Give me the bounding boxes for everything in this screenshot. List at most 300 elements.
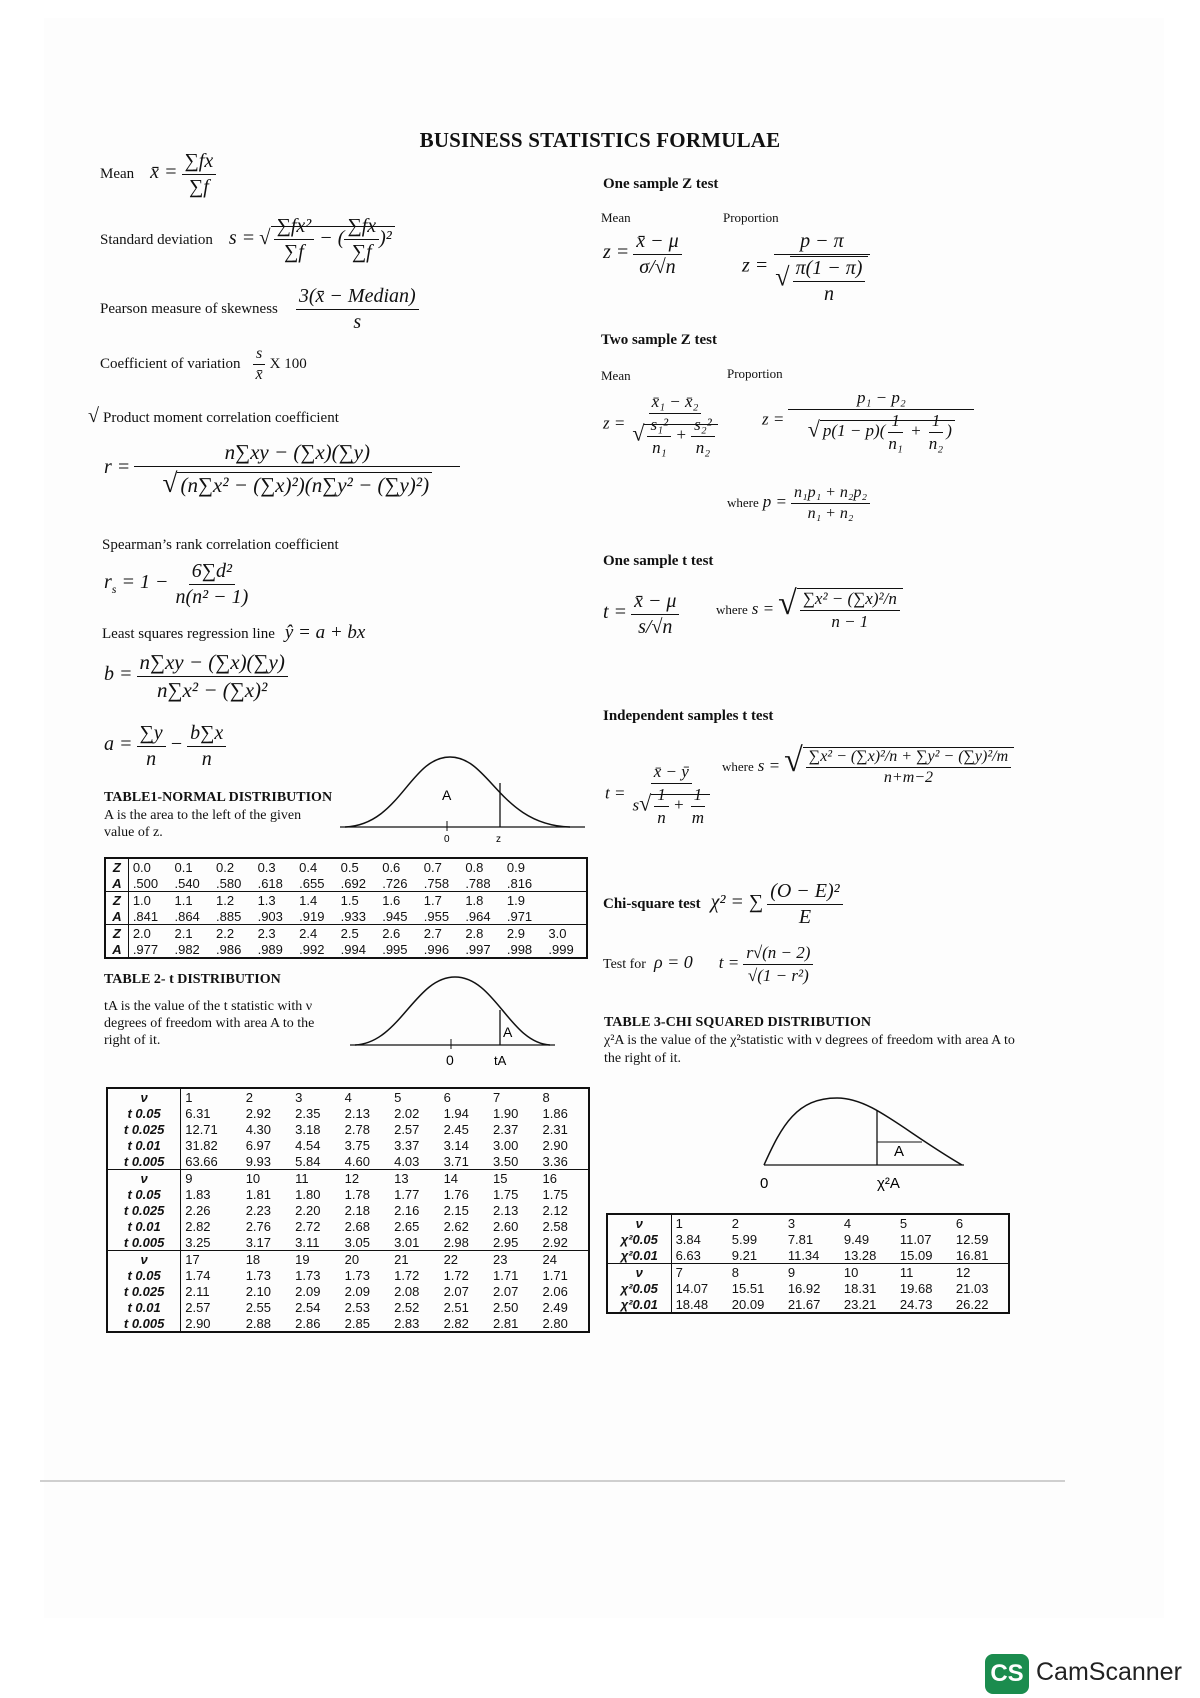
table-cell: 2.57 bbox=[394, 1121, 420, 1137]
table-row bbox=[608, 1247, 1008, 1264]
table-cell: 0.3 bbox=[257, 859, 276, 875]
spearman-formula: $r_s = 1$ − $\frac{\text{6∑d²}}{\text{n(n² − 1)}}$ bbox=[104, 560, 251, 609]
table-cell: .992 bbox=[299, 941, 325, 957]
table-cell: 1.83 bbox=[185, 1186, 211, 1202]
table-cell: 2.78 bbox=[344, 1121, 370, 1137]
sd-formula: Standard deviation s = √ $\frac{\text{∑fx²}}{\sum f}$ − ( $\frac{\sum fx}{\sum f}$ )² bbox=[100, 215, 395, 264]
table-cell: 4.30 bbox=[245, 1121, 271, 1137]
pooled-num: n₁p₁ + n₂p₂ bbox=[791, 484, 870, 504]
table-cell: 2.51 bbox=[443, 1299, 469, 1315]
table-cell: 26.22 bbox=[955, 1296, 989, 1312]
table-cell: 2.09 bbox=[344, 1283, 370, 1299]
table-cell: 2.55 bbox=[245, 1299, 271, 1315]
table-cell: .540 bbox=[174, 875, 200, 891]
table-cell bbox=[544, 875, 586, 892]
table-cell: 2.1 bbox=[170, 925, 212, 942]
table-cell: 2.85 bbox=[344, 1315, 370, 1331]
table-cell: 2 bbox=[245, 1089, 253, 1105]
slope-numerator: n∑xy − (∑x)(∑y) bbox=[137, 650, 288, 677]
skewness-label: Pearson measure of skewness bbox=[100, 301, 278, 318]
table-cell: 2.90 bbox=[185, 1315, 211, 1331]
table-cell: 1.90 bbox=[493, 1105, 519, 1121]
z2-mean-formula: z = x̄₁ − x̄₂ √ $\frac{\text{s₁²}}{\text{n₁}}$ + $\frac{\text{s₂²}}{\text{n₂}}$ bbox=[603, 392, 721, 458]
table-cell: .618 bbox=[257, 875, 283, 891]
table-cell: .933 bbox=[340, 908, 366, 924]
table-cell: 2.23 bbox=[245, 1202, 271, 1218]
table-row bbox=[608, 1280, 1008, 1296]
spearman-denominator: n(n² − 1) bbox=[175, 586, 249, 608]
table-row bbox=[108, 1121, 588, 1137]
z1-mean-den: σ/√n bbox=[639, 256, 676, 278]
table-row bbox=[108, 1267, 588, 1283]
table-cell: 8 bbox=[542, 1089, 550, 1105]
table3-title: TABLE 3-CHI SQUARED DISTRIBUTION bbox=[604, 1015, 871, 1030]
t-curve-ta: tA bbox=[494, 1053, 507, 1068]
table-cell: 2.16 bbox=[394, 1202, 420, 1218]
table-cell: 4.03 bbox=[394, 1153, 420, 1169]
table-cell: 2.37 bbox=[493, 1121, 519, 1137]
table-cell: 4 bbox=[843, 1215, 852, 1231]
table-cell: 2.35 bbox=[295, 1105, 321, 1121]
chi-table bbox=[606, 1213, 1010, 1314]
chi-curve-x2a: χ²A bbox=[877, 1175, 900, 1192]
table-cell: 11 bbox=[291, 1170, 340, 1187]
table-cell: 5 bbox=[394, 1089, 402, 1105]
table-row bbox=[108, 1299, 588, 1315]
normal-curve-a: A bbox=[442, 787, 452, 803]
row-header-cell: ν bbox=[108, 1089, 181, 1105]
skewness-denominator: s bbox=[353, 311, 362, 333]
lsr-label: Least squares regression line bbox=[102, 626, 275, 642]
rho-eq: ρ = 0 bbox=[653, 952, 693, 973]
table-cell: 2.95 bbox=[493, 1234, 519, 1250]
spearman-label: Spearman’s rank correlation coefficient bbox=[102, 537, 339, 553]
table-cell: .919 bbox=[299, 908, 325, 924]
z1-prop-den-bot: n bbox=[823, 283, 834, 305]
table-cell: 2.4 bbox=[295, 925, 337, 942]
table-cell: 2.80 bbox=[542, 1315, 568, 1331]
table-cell: 2.82 bbox=[185, 1218, 211, 1234]
table-cell: 2.54 bbox=[295, 1299, 321, 1315]
table-cell: 2.09 bbox=[295, 1283, 321, 1299]
table-cell: 3 bbox=[787, 1215, 796, 1231]
spearman-numerator: 6∑d² bbox=[189, 560, 235, 585]
table-cell: .500 bbox=[132, 875, 159, 891]
table-cell: 3.0 bbox=[544, 925, 586, 942]
table-cell: 1.75 bbox=[542, 1186, 568, 1202]
table-cell: .994 bbox=[340, 941, 366, 957]
table-cell: 2.60 bbox=[493, 1218, 519, 1234]
table-cell: 1.71 bbox=[542, 1267, 568, 1283]
table-cell: .580 bbox=[216, 875, 242, 891]
table-row bbox=[106, 859, 586, 875]
table-cell: .655 bbox=[299, 875, 325, 891]
table-cell: 2.5 bbox=[337, 925, 379, 942]
table-cell: 2.76 bbox=[245, 1218, 271, 1234]
table-cell: 1.81 bbox=[245, 1186, 271, 1202]
table-cell: 2.18 bbox=[344, 1202, 370, 1218]
table-cell: 2.26 bbox=[185, 1202, 211, 1218]
mean-label: Mean bbox=[100, 166, 135, 183]
table-cell: 20.09 bbox=[731, 1296, 765, 1312]
table-cell: 1.5 bbox=[337, 892, 379, 909]
table-cell: 1.8 bbox=[461, 892, 503, 909]
table-cell bbox=[544, 908, 586, 925]
rho-num: r√(n − 2) bbox=[743, 943, 813, 965]
table-cell: 6.31 bbox=[185, 1105, 211, 1121]
table-cell: 1.94 bbox=[443, 1105, 469, 1121]
table-cell: 2.0 bbox=[128, 925, 170, 942]
table-cell: .986 bbox=[216, 941, 242, 957]
table-cell: 2.3 bbox=[254, 925, 296, 942]
ti-where: where bbox=[722, 759, 754, 774]
table-cell: 21 bbox=[390, 1251, 439, 1268]
table-cell: .999 bbox=[548, 941, 574, 957]
t1-num: x̄ − μ bbox=[631, 590, 679, 615]
table-cell: 31.82 bbox=[185, 1137, 218, 1153]
table-cell: 1.77 bbox=[394, 1186, 420, 1202]
t1-s-den: n − 1 bbox=[831, 612, 869, 632]
table-cell: 0.9 bbox=[506, 859, 525, 875]
table-row bbox=[106, 892, 586, 909]
table-cell: 2.08 bbox=[394, 1283, 420, 1299]
table-row bbox=[108, 1315, 588, 1331]
table-cell: 3.37 bbox=[394, 1137, 420, 1153]
table-cell: 0.8 bbox=[465, 859, 484, 875]
lsr-heading bbox=[102, 622, 365, 644]
row-header-cell: ν bbox=[608, 1264, 671, 1281]
camscanner-logo: CS bbox=[985, 1654, 1029, 1694]
table-cell: .998 bbox=[506, 941, 533, 957]
table-cell: 1.6 bbox=[378, 892, 420, 909]
ti-title: Independent samples t test bbox=[603, 708, 774, 724]
table-cell: 23 bbox=[489, 1251, 538, 1268]
table-cell: 3.17 bbox=[245, 1234, 271, 1250]
chi-square-label: Chi-square test bbox=[603, 896, 701, 913]
table-cell: 2.8 bbox=[461, 925, 503, 942]
slope-denominator: n∑x² − (∑x)² bbox=[157, 678, 268, 702]
table-cell: 3.84 bbox=[675, 1231, 701, 1247]
table-cell: 6 bbox=[443, 1089, 451, 1105]
row-header-cell: A bbox=[106, 875, 128, 892]
row-header-cell: χ²0.01 bbox=[608, 1296, 671, 1312]
table-cell: 1.9 bbox=[503, 892, 545, 909]
table-cell: 2.82 bbox=[443, 1315, 469, 1331]
table-cell: 2.07 bbox=[493, 1283, 519, 1299]
table-cell: 23.21 bbox=[843, 1296, 877, 1312]
t1-where: where bbox=[716, 602, 748, 617]
table-cell: 11.34 bbox=[787, 1247, 820, 1263]
pooled-where: where bbox=[727, 495, 759, 511]
table-cell: 14 bbox=[440, 1170, 489, 1187]
table-cell: 3.75 bbox=[344, 1137, 370, 1153]
row-header-cell: t 0.01 bbox=[108, 1218, 181, 1234]
table-cell: 0.7 bbox=[423, 859, 442, 875]
table-cell: 4.60 bbox=[344, 1153, 370, 1169]
table-cell: 4.54 bbox=[295, 1137, 321, 1153]
table-cell: 2.88 bbox=[245, 1315, 271, 1331]
ti-formula: t = x̄ − ȳ s√ $\frac{1}{n}$ + $\frac{1}{m}$ bbox=[605, 762, 713, 828]
chi-curve-a: A bbox=[894, 1143, 905, 1160]
table-cell: 1 bbox=[185, 1089, 193, 1105]
table-cell: 3.00 bbox=[493, 1137, 519, 1153]
row-header-cell: t 0.05 bbox=[108, 1267, 181, 1283]
table-cell: 1.4 bbox=[295, 892, 337, 909]
table-cell: 2.62 bbox=[443, 1218, 469, 1234]
table-cell: 2.07 bbox=[443, 1283, 469, 1299]
table-cell: 2.92 bbox=[542, 1234, 568, 1250]
table-cell: .692 bbox=[340, 875, 366, 891]
table-cell: 3.11 bbox=[295, 1234, 320, 1250]
table-cell: 0.1 bbox=[174, 859, 193, 875]
table-cell: 2.83 bbox=[394, 1315, 420, 1331]
table1-desc: A is the area to the left of the given value of z. bbox=[104, 808, 302, 840]
table-cell: 2.52 bbox=[394, 1299, 420, 1315]
cv-formula: Coefficient of variation $\frac{s}{x̄}$ X 100 bbox=[100, 345, 307, 383]
table-cell: 21.03 bbox=[955, 1280, 989, 1296]
row-header-cell: t 0.005 bbox=[108, 1153, 181, 1170]
skewness-numerator: 3(x̄ − Median) bbox=[296, 285, 419, 310]
table-row bbox=[108, 1137, 588, 1153]
row-header-cell: t 0.01 bbox=[108, 1137, 181, 1153]
row-header-cell: χ²0.05 bbox=[608, 1280, 671, 1296]
z1-prop-label: Proportion bbox=[723, 210, 779, 225]
row-header-cell: ν bbox=[608, 1215, 671, 1231]
table-cell: .996 bbox=[423, 941, 450, 957]
table-cell: 2.57 bbox=[185, 1299, 211, 1315]
normal-curve-zero: 0 bbox=[444, 834, 450, 845]
table-cell: .945 bbox=[382, 908, 408, 924]
table-cell: 63.66 bbox=[185, 1153, 218, 1169]
table-cell: 3.36 bbox=[542, 1153, 568, 1169]
table-cell: 18 bbox=[242, 1251, 291, 1268]
t1-title: One sample t test bbox=[603, 553, 714, 569]
table-cell: 3.14 bbox=[443, 1137, 469, 1153]
table-cell: 1.86 bbox=[542, 1105, 568, 1121]
table-cell: 1.3 bbox=[254, 892, 296, 909]
table-cell: 1.71 bbox=[493, 1267, 519, 1283]
t1-formula: t = $\frac{x̄ - \mu}{s/√n}$ bbox=[603, 590, 679, 639]
table-cell: 10 bbox=[242, 1170, 291, 1187]
table-cell: 6 bbox=[955, 1215, 964, 1231]
table-cell: .955 bbox=[423, 908, 450, 924]
z2-mean-label: Mean bbox=[601, 368, 631, 383]
t1-s-num: ∑x² − (∑x)²/n bbox=[800, 589, 900, 611]
table-cell: 2.86 bbox=[295, 1315, 321, 1331]
row-header-cell: t 0.01 bbox=[108, 1299, 181, 1315]
table-cell: 16.81 bbox=[955, 1247, 989, 1263]
table-cell: .885 bbox=[216, 908, 242, 924]
mean-formula: Mean x̄ = $\frac{\sum fx}{\sum f}$ bbox=[100, 150, 216, 199]
table-cell: 17 bbox=[181, 1251, 242, 1268]
page-title: BUSINESS STATISTICS FORMULAE bbox=[419, 128, 781, 152]
table-cell: 7 bbox=[493, 1089, 501, 1105]
table-cell: 13 bbox=[390, 1170, 439, 1187]
table-cell: .864 bbox=[174, 908, 200, 924]
row-header-cell: A bbox=[106, 941, 128, 957]
cv-label: Coefficient of variation bbox=[100, 356, 241, 373]
row-header-cell: t 0.005 bbox=[108, 1315, 181, 1331]
z2-prop-label: Proportion bbox=[727, 366, 783, 381]
table-cell: 0.6 bbox=[382, 859, 401, 875]
pmcc-formula: r = $\frac{n\sum xy - (\sum x)(\sum y)}{\text{√ (n∑x² − (∑x)²)(n∑y² − (∑y)²)}}$ bbox=[104, 440, 460, 499]
table-cell: 13.28 bbox=[843, 1247, 877, 1263]
rho-label: Test for bbox=[603, 957, 646, 973]
table-cell: .726 bbox=[382, 875, 408, 891]
table-cell: 3 bbox=[295, 1089, 303, 1105]
table-cell: 1.74 bbox=[185, 1267, 211, 1283]
table-cell: .964 bbox=[465, 908, 491, 924]
table-cell: 24 bbox=[539, 1251, 589, 1268]
table-cell: .758 bbox=[423, 875, 450, 891]
table-cell: 15.09 bbox=[899, 1247, 933, 1263]
table-cell: 9 bbox=[784, 1264, 840, 1281]
pmcc-label: Product moment correlation coefficient bbox=[102, 410, 339, 426]
table-cell: 24.73 bbox=[899, 1296, 933, 1312]
table-row bbox=[608, 1231, 1008, 1247]
table-row bbox=[608, 1264, 1008, 1281]
table-cell: 1.76 bbox=[443, 1186, 469, 1202]
t1-s-formula: where s = √ $\frac{\text{∑x² − (∑x)²/n}}{n - 1}$ bbox=[716, 585, 903, 632]
table-cell: 10 bbox=[840, 1264, 896, 1281]
table3-desc: χ²A is the value of the χ²statistic with ν degrees of freedom with area A to the right of it. bbox=[604, 1033, 1015, 1066]
table-cell: 1.1 bbox=[170, 892, 212, 909]
t1-den: s/√n bbox=[638, 616, 673, 638]
chi-square-num: (O − E)² bbox=[767, 880, 842, 905]
table-cell: 20 bbox=[341, 1251, 390, 1268]
intercept-formula: a = $\frac{\sum y}{n}$ − $\frac{b\sum x}{n}$ bbox=[104, 722, 226, 771]
table-cell: 3.25 bbox=[185, 1234, 211, 1250]
table1-title: TABLE1-NORMAL DISTRIBUTION bbox=[104, 790, 333, 805]
normal-table bbox=[104, 857, 588, 959]
z1-prop-formula: z = p − π √ $\frac{\pi(1 - \pi)}{n}$ bbox=[742, 230, 871, 306]
table-cell: 2.98 bbox=[443, 1234, 469, 1250]
table-cell: 2.45 bbox=[443, 1121, 469, 1137]
table-cell: 3.05 bbox=[344, 1234, 370, 1250]
table-cell: 1.73 bbox=[245, 1267, 271, 1283]
pmcc-denominator: (n∑x² − (∑x)²)(n∑y² − (∑y)²) bbox=[177, 472, 432, 497]
normal-curve bbox=[340, 745, 590, 850]
table-row bbox=[108, 1234, 588, 1251]
t-curve-a: A bbox=[503, 1024, 513, 1040]
table-cell: 1.75 bbox=[493, 1186, 519, 1202]
table-cell: 2.7 bbox=[420, 925, 462, 942]
table-cell bbox=[544, 892, 586, 909]
skewness-formula bbox=[100, 285, 419, 334]
table-cell: 1.0 bbox=[128, 892, 170, 909]
camscanner-text: CamScanner bbox=[1036, 1658, 1182, 1686]
table-cell: 16 bbox=[539, 1170, 589, 1187]
table-cell: 2.13 bbox=[344, 1105, 370, 1121]
scan-edge bbox=[40, 1480, 1065, 1482]
table-cell: 12 bbox=[952, 1264, 1008, 1281]
table-row bbox=[108, 1153, 588, 1170]
table-cell: 2.49 bbox=[542, 1299, 568, 1315]
t-table-grid bbox=[108, 1089, 588, 1331]
ti-s-num: ∑x² − (∑x)²/n + ∑y² − (∑y)²/m bbox=[806, 748, 1011, 768]
table-cell: 19.68 bbox=[899, 1280, 933, 1296]
table-cell: 0.2 bbox=[216, 859, 235, 875]
table-cell: .995 bbox=[382, 941, 408, 957]
table-cell: 9 bbox=[181, 1170, 242, 1187]
table-cell: 7 bbox=[671, 1264, 728, 1281]
table2-title: TABLE 2- t DISTRIBUTION bbox=[104, 972, 281, 987]
table-cell: 15.51 bbox=[731, 1280, 765, 1296]
table-cell: 2.58 bbox=[542, 1218, 568, 1234]
z1-prop-num: p − π bbox=[774, 230, 870, 255]
table-cell: 2.68 bbox=[344, 1218, 370, 1234]
table-cell: 9.93 bbox=[245, 1153, 271, 1169]
table-cell: .841 bbox=[132, 908, 159, 924]
table-cell: 18.48 bbox=[675, 1296, 709, 1312]
t-curve-zero: 0 bbox=[446, 1052, 454, 1068]
row-header-cell: ν bbox=[108, 1170, 181, 1187]
table-cell: 0.4 bbox=[299, 859, 318, 875]
table-cell: .997 bbox=[465, 941, 491, 957]
table-cell: 2.10 bbox=[245, 1283, 271, 1299]
table-cell: 5.99 bbox=[731, 1231, 758, 1247]
table-cell: 1.73 bbox=[344, 1267, 370, 1283]
table-row bbox=[608, 1296, 1008, 1312]
slope-formula: b = $\frac{n\sum xy - (\sum x)(\sum y)}{\text{n∑x² − (∑x)²}}$ bbox=[104, 650, 288, 703]
sd-label: Standard deviation bbox=[100, 232, 213, 249]
cv-suffix: X 100 bbox=[269, 356, 307, 373]
table-cell: 2.02 bbox=[394, 1105, 420, 1121]
normal-table-grid bbox=[106, 859, 586, 957]
z2-title: Two sample Z test bbox=[601, 332, 717, 348]
table-cell: 9.49 bbox=[843, 1231, 870, 1247]
table-cell: 2.20 bbox=[295, 1202, 321, 1218]
z1-mean-formula: z = $\frac{x̄ - \mu}{\sigma/√n}$ bbox=[603, 230, 682, 279]
table-row bbox=[108, 1186, 588, 1202]
table-cell: 2.11 bbox=[185, 1283, 210, 1299]
table-cell: 2.31 bbox=[542, 1121, 568, 1137]
table-cell: 12.59 bbox=[955, 1231, 989, 1247]
table-cell: 9.21 bbox=[731, 1247, 758, 1263]
table-row bbox=[608, 1215, 1008, 1231]
table-cell: 5 bbox=[899, 1215, 908, 1231]
z1-mean-label: Mean bbox=[601, 210, 631, 225]
chi-table-grid bbox=[608, 1215, 1008, 1312]
rho-test-formula: Test for ρ = 0 t = $\frac{r√(n - 2)}{\text{√(1 − r²)}}$ bbox=[603, 943, 813, 986]
table-row bbox=[108, 1202, 588, 1218]
z1-title: One sample Z test bbox=[603, 176, 719, 192]
table-cell: 14.07 bbox=[675, 1280, 709, 1296]
table-cell: 0.0 bbox=[132, 859, 151, 875]
table-row bbox=[106, 875, 586, 892]
chi-square-formula: Chi-square test χ² = ∑ $\frac{\text{(O − E)²}}{E}$ bbox=[603, 880, 843, 929]
table-cell: 1.2 bbox=[212, 892, 254, 909]
table-cell: 2 bbox=[731, 1215, 740, 1231]
table-cell: 22 bbox=[440, 1251, 489, 1268]
table-cell: .971 bbox=[506, 908, 533, 924]
row-header-cell: t 0.05 bbox=[108, 1186, 181, 1202]
table-cell: 12 bbox=[341, 1170, 390, 1187]
table-cell: 6.97 bbox=[245, 1137, 271, 1153]
table-row bbox=[108, 1089, 588, 1105]
table-cell: 21.67 bbox=[787, 1296, 821, 1312]
table-cell: 1 bbox=[675, 1215, 683, 1231]
table-row bbox=[106, 925, 586, 942]
row-header-cell: Z bbox=[106, 892, 128, 909]
z2-prop-num: p₁ − p₂ bbox=[788, 388, 974, 410]
table-cell: 16.92 bbox=[787, 1280, 821, 1296]
table-cell: 2.50 bbox=[493, 1299, 519, 1315]
pooled-p-formula: where p = $\frac{\text{n₁p₁ + n₂p₂}}{\text{n₁ + n₂}}$ bbox=[727, 484, 870, 523]
row-header-cell: Z bbox=[106, 925, 128, 942]
table-row bbox=[108, 1283, 588, 1299]
table-cell: 18.31 bbox=[843, 1280, 877, 1296]
